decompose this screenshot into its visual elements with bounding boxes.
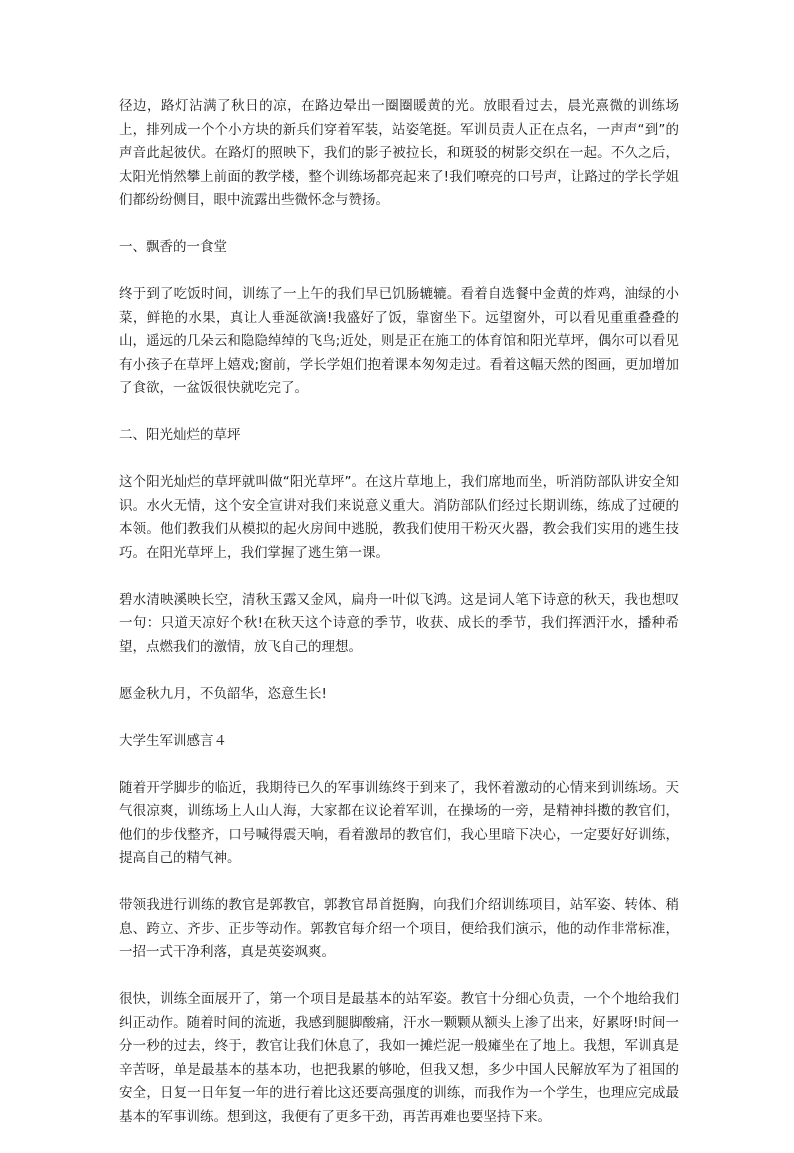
paragraph-instructor-guo: 带领我进行训练的教官是郭教官，郭教官昂首挺胸，向我们介绍训练项目，站军姿、转体、稍息、跨立、齐步、正步等动作。郭教官每介绍一个项目，便给我们演示，他的动作非常标准，一招一式干净利落，真是英姿飒爽。: [119, 897, 679, 960]
paragraph-start-training: 随着开学脚步的临近，我期待已久的军事训练终于到来了，我怀着激动的心情来到训练场。天气很凉爽，训练场上人山人海，大家都在议论着军训，在操场的一旁，是精神抖擞的教官们，他们的步伐整齐，口号喊得震天响，看着激昂的教官们，我心里暗下决心，一定要好好训练，提高自己的精气神。: [119, 779, 679, 866]
paragraph-closing-wish: 愿金秋九月，不负韶华，恣意生长!: [119, 685, 327, 702]
paragraph-fire-safety: 这个阳光灿烂的草坪就叫做“阳光草坪”。在这片草地上，我们席地而坐，听消防部队讲安全知识。水火无情，这个安全宣讲对我们来说意义重大。消防部队们经过长期训练，练成了过硬的本领。他们教我们从模拟的起火房间中逃脱，教我们使用干粉灭火器，教会我们实用的逃生技巧。在阳光草坪上，我们掌握了逃生第一课。: [119, 474, 679, 561]
section-heading-canteen: 一、飘香的一食堂: [119, 239, 227, 255]
paragraph-canteen: 终于到了吃饭时间，训练了一上午的我们早已饥肠辘辘。看着自选餐中金黄的炸鸡，油绿的小菜，鲜艳的水果，真让人垂涎欲滴!我盛好了饭，靠窗坐下。远望窗外，可以看见重重叠叠的山，遥远的几朵云和隐隐绰绰的飞鸟;近处，则是正在施工的体育馆和阳光草坪，偶尔可以看见有小孩子在草坪上嬉戏;窗前，学长学姐们抱着课本匆匆走过。看着这幅天然的图画，更加增加了食欲，一盆饭很快就吃完了。: [119, 286, 679, 396]
paragraph-autumn-poem: 碧水清映溪映长空，清秋玉露又金风，扁舟一叶似飞鸿。这是词人笔下诗意的秋天，我也想叹一句：只道天凉好个秋!在秋天这个诗意的季节，收获、成长的季节，我们挥洒汗水，播种希望，点燃我们的激情，放飞自己的理想。: [119, 591, 679, 655]
paragraph-standing-posture: 很快，训练全面展开了，第一个项目是最基本的站军姿。教官十分细心负责，一个个地给我们纠正动作。随着时间的流逝，我感到腿脚酸痛，汗水一颗颗从额头上渗了出来，好累呀!时间一分一秒的过去，终于，教官让我们休息了，我如一摊烂泥一般瘫坐在了地上。我想，军训真是辛苦呀，单是最基本的基本功，也把我累的够呛，但我又想，多少中国人民解放军为了祖国的安全，日复一日年复一年的进行着比这还要高强度的训练，而我作为一个学生，也理应完成最基本的军事训练。想到这，我便有了更多干劲，再苦再难也要坚持下来。: [119, 991, 679, 1125]
article-title-4: 大学生军训感言４: [119, 732, 227, 749]
paragraph-morning-lights: 径边，路灯沾满了秋日的凉，在路边晕出一圈圈暖黄的光。放眼看过去，晨光熹微的训练场上，排列成一个个小方块的新兵们穿着军装，站姿笔挺。军训员责人正在点名，一声声“到”的声音此起彼伏。在路灯的照映下，我们的影子被拉长，和斑驳的树影交织在一起。不久之后，太阳光悄然攀上前面的教学楼，整个训练场都亮起来了!我们嘹亮的口号声，让路过的学长学姐们都纷纷侧目，眼中流露出些微怀念与赞扬。: [119, 98, 679, 208]
document-page: [119, 95, 679, 1153]
section-heading-lawn: 二、阳光灿烂的草坪: [119, 427, 241, 443]
